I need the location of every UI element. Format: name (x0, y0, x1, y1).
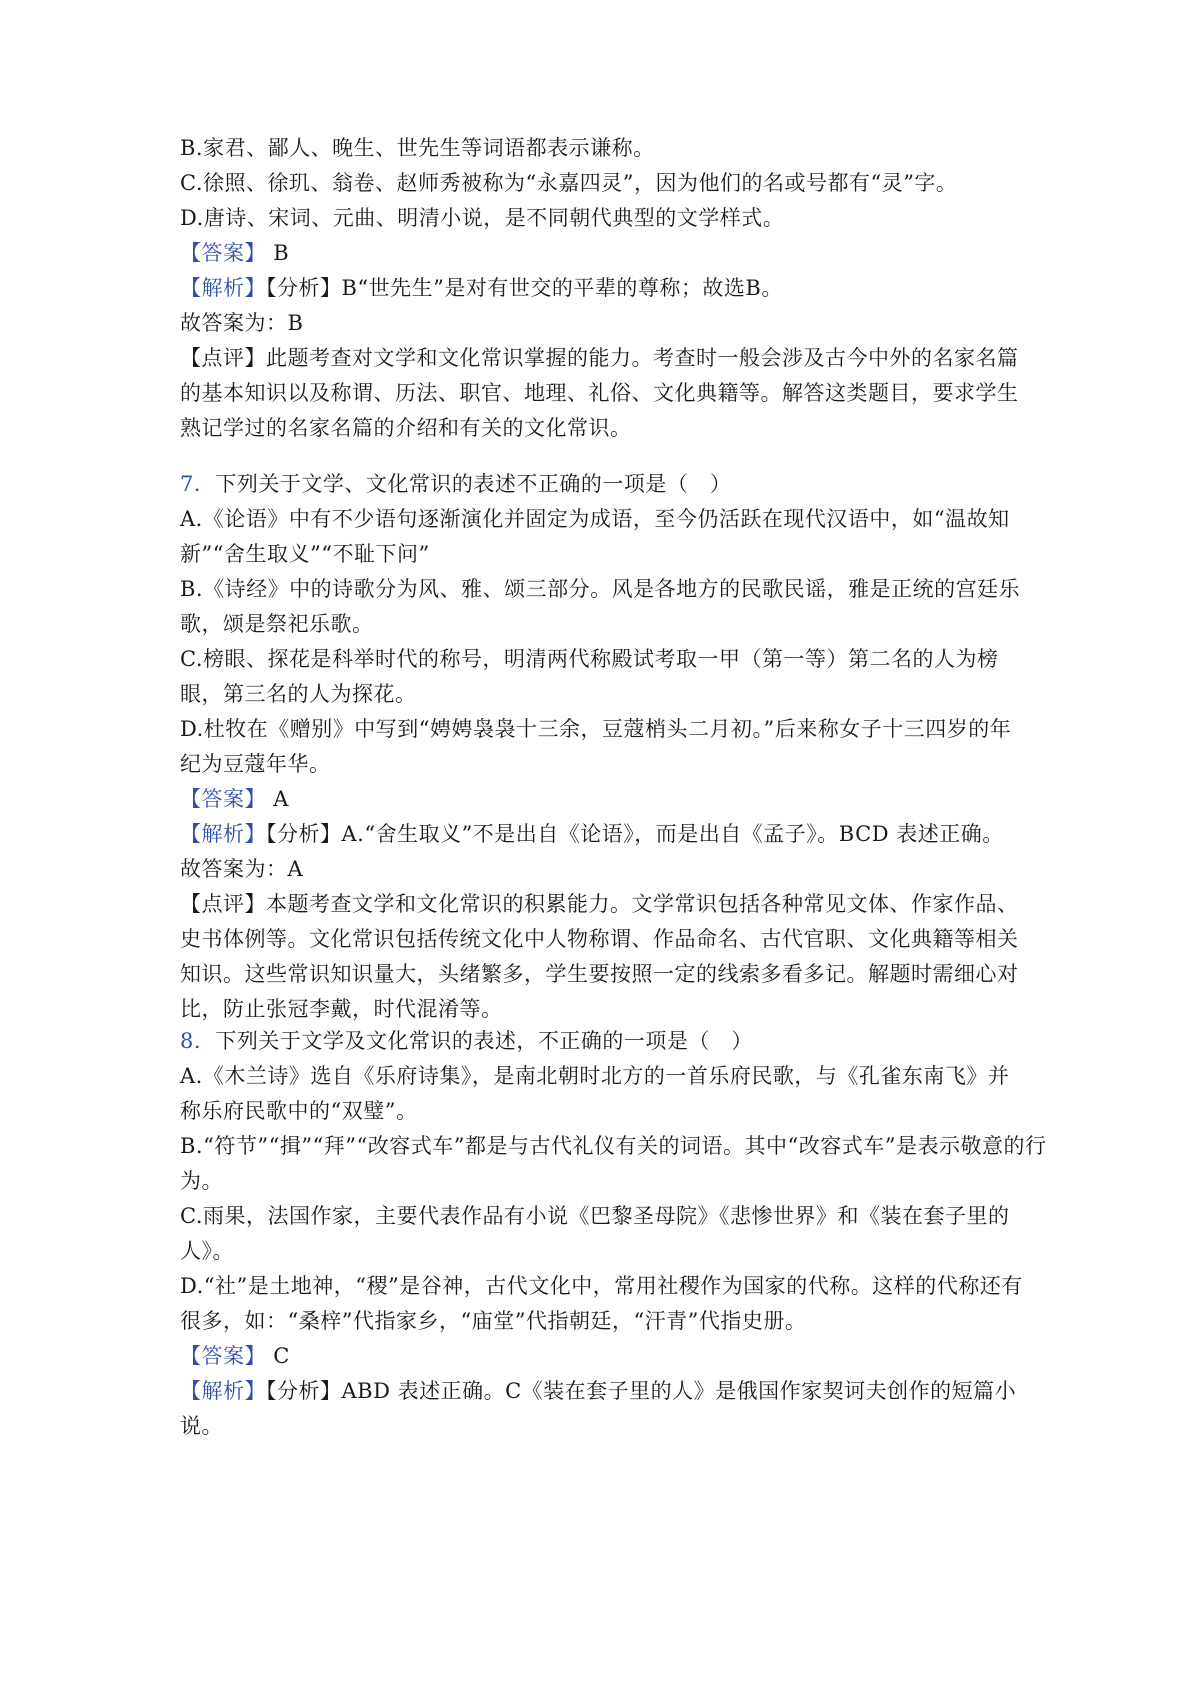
option-line: 新”“舍生取义”“不耻下问” (180, 542, 430, 566)
answer-row (180, 236, 1020, 271)
analysis-row (180, 817, 1020, 852)
option-line: A.《论语》中有不少语句逐渐演化并固定为成语，至今仍活跃在现代汉语中，如“温故知 (180, 507, 1010, 531)
final-answer: 故答案为：A (180, 857, 304, 881)
answer-value: C (273, 1344, 290, 1368)
option-line: A.《木兰诗》选自《乐府诗集》，是南北朝时北方的一首乐府民歌，与《孔雀东南飞》并 (180, 1064, 1010, 1088)
option-b: B.家君、鄙人、晚生、世先生等词语都表示谦称。 (180, 136, 655, 160)
option-line: 称乐府民歌中的“双璧”。 (180, 1099, 418, 1123)
option-line: 很多，如：“桑梓”代指家乡，“庙堂”代指朝廷，“汗青”代指史册。 (180, 1309, 807, 1333)
option-line: 人》。 (180, 1239, 234, 1263)
question-7 (180, 467, 1020, 1027)
analysis-tag: 【解析】 (180, 276, 266, 300)
comment-line: 【点评】本题考查文学和文化常识的积累能力。文学常识包括各种常见文体、作家作品、 (180, 892, 1019, 916)
option-d: D.唐诗、宋词、元曲、明清小说，是不同朝代典型的文学样式。 (180, 206, 785, 230)
final-answer: 故答案为：B (180, 311, 304, 335)
answer-tag: 【答案】 (180, 241, 266, 265)
option-line: C.榜眼、探花是科举时代的称号，明清两代称殿试考取一甲（第一等）第二名的人为榜 (180, 647, 999, 671)
question-number: 8． (180, 1029, 216, 1053)
analysis-tag: 【解析】 (180, 822, 266, 846)
question-text: 下列关于文学、文化常识的表述不正确的一项是（ ） (215, 472, 732, 496)
question-text: 下列关于文学及文化常识的表述，不正确的一项是（ ） (215, 1029, 753, 1053)
option-line: 为。 (180, 1169, 223, 1193)
option-c: C.徐照、徐玑、翁卷、赵师秀被称为“永嘉四灵”，因为他们的名或号都有“灵”字。 (180, 171, 958, 195)
answer-value: A (273, 787, 289, 811)
answer-tag: 【答案】 (180, 787, 266, 811)
answer-row (180, 782, 1020, 817)
option-line: B.《诗经》中的诗歌分为风、雅、颂三部分。风是各地方的民歌民谣，雅是正统的宫廷乐 (180, 577, 1021, 601)
comment-line: 的基本知识以及称谓、历法、职官、地理、礼俗、文化典籍等。解答这类题目，要求学生 (180, 381, 1019, 405)
option-line: D.杜牧在《赠别》中写到“娉娉袅袅十三余，豆蔻梢头二月初。”后来称女子十三四岁的年 (180, 717, 1012, 741)
answer-tag: 【答案】 (180, 1344, 266, 1368)
option-line: 歌，颂是祭祀乐歌。 (180, 612, 374, 636)
option-line: B.“符节”“揖”“拜”“改容式车”都是与古代礼仪有关的词语。其中“改容式车”是表示敬意的行 (180, 1134, 1047, 1158)
analysis-row (180, 1374, 1020, 1409)
question-stem (180, 467, 1020, 502)
answer-row (180, 1339, 1020, 1374)
analysis-tag: 【解析】 (180, 1379, 266, 1403)
comment-line: 知识。这些常识知识量大，头绪繁多，学生要按照一定的线索多看多记。解题时需细心对 (180, 962, 1019, 986)
comment-line: 熟记学过的名家名篇的介绍和有关的文化常识。 (180, 416, 632, 440)
comment-line: 史书体例等。文化常识包括传统文化中人物称谓、作品命名、古代官职、文化典籍等相关 (180, 927, 1019, 951)
analysis-text: 【分析】A.“舍生取义”不是出自《论语》，而是出自《孟子》。BCD 表述正确。 (266, 822, 1004, 846)
question-stem (180, 1024, 1020, 1059)
comment-line: 比，防止张冠李戴，时代混淆等。 (180, 997, 503, 1021)
analysis-continuation: 说。 (180, 1414, 223, 1438)
option-line: 眼，第三名的人为探花。 (180, 682, 417, 706)
answer-value: B (273, 241, 290, 265)
option-line: C.雨果，法国作家，主要代表作品有小说《巴黎圣母院》《悲惨世界》和《装在套子里的 (180, 1204, 1010, 1228)
analysis-row (180, 271, 1020, 306)
question-8 (180, 1024, 1047, 1444)
option-line: D.“社”是土地神，“稷”是谷神，古代文化中，常用社稷作为国家的代称。这样的代称还有 (180, 1274, 1023, 1298)
previous-question-continuation (180, 131, 1020, 446)
option-line: 纪为豆蔻年华。 (180, 752, 331, 776)
comment-line: 【点评】此题考查对文学和文化常识掌握的能力。考查时一般会涉及古今中外的名家名篇 (180, 346, 1019, 370)
question-number: 7． (180, 472, 216, 496)
analysis-text: 【分析】ABD 表述正确。C《装在套子里的人》是俄国作家契诃夫创作的短篇小 (266, 1379, 1017, 1403)
analysis-text: 【分析】B“世先生”是对有世交的平辈的尊称；故选B。 (266, 276, 783, 300)
